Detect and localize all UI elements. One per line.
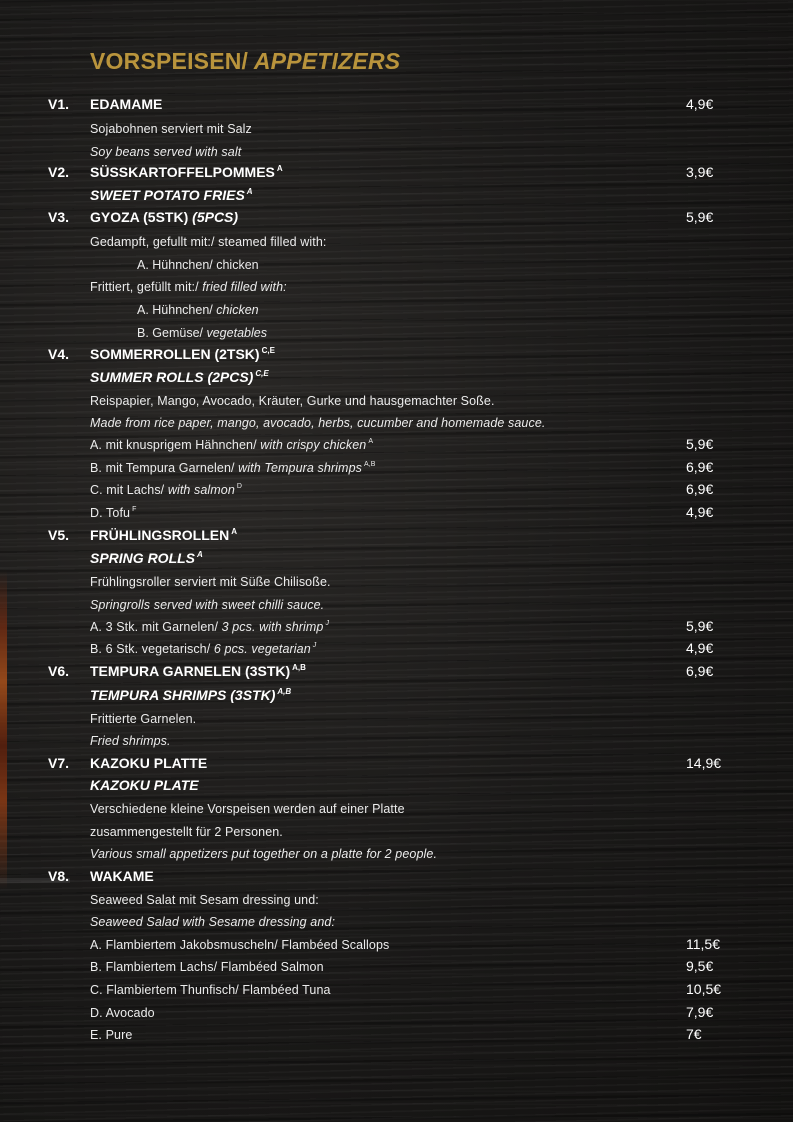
- description-text: Gedampft, gefullt mit:/ steamed filled with:: [90, 235, 327, 249]
- description-text: Seaweed Salat mit Sesam dressing und:: [90, 893, 319, 907]
- description-de: Frittiert, gefüllt mit:/: [90, 280, 203, 294]
- option-price: 6,9€: [686, 459, 714, 475]
- background-decoration: [0, 570, 7, 890]
- option-price: 11,5€: [686, 936, 720, 952]
- item-name: WAKAME: [90, 868, 154, 884]
- allergen-mark: A: [231, 527, 237, 536]
- option-de: B. 6 Stk. vegetarisch/: [90, 642, 214, 656]
- item-code: V5.: [48, 527, 70, 543]
- item-name: KAZOKU PLATTE: [90, 755, 208, 771]
- item-name-text: GYOZA (5STK): [90, 209, 189, 225]
- item-name: [90, 164, 283, 180]
- description-text: Various small appetizers put together on a platte for 2 people.: [90, 847, 438, 861]
- option-price: 4,9€: [686, 640, 714, 656]
- option-text: [90, 483, 242, 497]
- option-text: [90, 506, 136, 520]
- item-name: [90, 346, 275, 362]
- option-de: A. 3 Stk. mit Garnelen/: [90, 620, 222, 634]
- item-code: V7.: [48, 755, 70, 771]
- allergen-mark: A: [368, 438, 374, 445]
- item-name: [90, 527, 237, 543]
- option-price: 4,9€: [686, 504, 714, 520]
- allergen-mark: A,B: [363, 461, 376, 468]
- item-name: [90, 663, 306, 679]
- item-name: EDAMAME: [90, 96, 163, 112]
- title-de: VORSPEISEN/: [90, 48, 249, 74]
- option-text: D. Avocado: [90, 1006, 155, 1020]
- description-text: Made from rice paper, mango, avocado, herbs, cucumber and homemade sauce.: [90, 416, 546, 430]
- option-en: 3 pcs. with shrimp: [221, 620, 324, 634]
- description-en: fried filled with:: [202, 280, 287, 294]
- item-name-en: KAZOKU PLATE: [90, 777, 199, 793]
- option-price: 7€: [686, 1026, 702, 1042]
- option-en: vegetables: [206, 326, 267, 340]
- title-en: APPETIZERS: [248, 48, 401, 74]
- option-price: 5,9€: [686, 436, 714, 452]
- option-de: B. Gemüse/: [137, 326, 207, 340]
- allergen-mark: J: [325, 620, 330, 627]
- option-text: A. Hühnchen/ chicken: [137, 258, 259, 272]
- description-text: Sojabohnen serviert mit Salz: [90, 122, 252, 136]
- option-price: 9,5€: [686, 958, 714, 974]
- option-en: chicken: [216, 303, 259, 317]
- item-code: V2.: [48, 164, 70, 180]
- option-text: B. Flambiertem Lachs/ Flambéed Salmon: [90, 960, 324, 974]
- allergen-mark: A: [246, 187, 253, 196]
- option-en: with salmon: [167, 483, 235, 497]
- description-text: [90, 280, 287, 294]
- item-name-en-text: TEMPURA SHRIMPS (3STK): [90, 687, 276, 703]
- option-price: 6,9€: [686, 481, 714, 497]
- option-text: [90, 438, 373, 452]
- description-text: Fried shrimps.: [90, 734, 171, 748]
- option-de: D. Tofu: [90, 506, 131, 520]
- allergen-mark: J: [312, 642, 317, 649]
- option-en: 6 pcs. vegetarian: [213, 642, 311, 656]
- option-text: A. Flambiertem Jakobsmuscheln/ Flambéed Scallops: [90, 938, 390, 952]
- option-text: [137, 303, 259, 317]
- option-text: [90, 642, 316, 656]
- option-text: [137, 326, 267, 340]
- allergen-mark: F: [132, 506, 137, 513]
- allergen-mark: A,B: [292, 663, 306, 672]
- item-name: [90, 209, 238, 225]
- option-text: C. Flambiertem Thunfisch/ Flambéed Tuna: [90, 983, 331, 997]
- item-name-text: TEMPURA GARNELEN (3STK): [90, 663, 291, 679]
- description-text: Soy beans served with salt: [90, 145, 242, 159]
- item-name-en: [90, 687, 291, 703]
- item-code: V8.: [48, 868, 70, 884]
- item-price: 3,9€: [686, 164, 714, 180]
- item-name-en-text: (5PCS): [188, 209, 239, 225]
- description-text: zusammengestellt für 2 Personen.: [90, 825, 283, 839]
- option-text: [90, 461, 376, 475]
- allergen-mark: C,E: [255, 369, 269, 378]
- item-price: 4,9€: [686, 96, 714, 112]
- item-code: V4.: [48, 346, 70, 362]
- description-text: Frühlingsroller serviert mit Süße Chilisoße.: [90, 575, 331, 589]
- item-price: 5,9€: [686, 209, 714, 225]
- description-text: Seaweed Salad with Sesame dressing and:: [90, 915, 336, 929]
- option-en: with crispy chicken: [260, 438, 367, 452]
- allergen-mark: D: [236, 483, 243, 490]
- option-de: B. mit Tempura Garnelen/: [90, 461, 239, 475]
- option-de: A. mit knusprigem Hähnchen/: [90, 438, 261, 452]
- item-name-en-text: SWEET POTATO FRIES: [90, 187, 245, 203]
- allergen-mark: C,E: [261, 346, 275, 355]
- item-name-en-text: SUMMER ROLLS (2PCS): [90, 369, 254, 385]
- item-price: 6,9€: [686, 663, 714, 679]
- description-text: Verschiedene kleine Vorspeisen werden auf einer Platte: [90, 802, 405, 816]
- option-de: C. mit Lachs/: [90, 483, 168, 497]
- option-en: with Tempura shrimps: [238, 461, 362, 475]
- allergen-mark: A: [197, 550, 203, 559]
- item-name-text: FRÜHLINGSROLLEN: [90, 527, 230, 543]
- item-price: 14,9€: [686, 755, 722, 771]
- item-name-text: SÜSSKARTOFFELPOMMES: [90, 164, 275, 180]
- description-text: Frittierte Garnelen.: [90, 712, 197, 726]
- option-price: 7,9€: [686, 1004, 714, 1020]
- description-text: Reispapier, Mango, Avocado, Kräuter, Gurke und hausgemachter Soße.: [90, 394, 495, 408]
- item-name-text: SOMMERROLLEN (2TSK): [90, 346, 260, 362]
- item-code: V3.: [48, 209, 70, 225]
- option-de: A. Hühnchen/: [137, 303, 217, 317]
- allergen-mark: A: [276, 164, 283, 173]
- item-code: V6.: [48, 663, 70, 679]
- item-name-en: [90, 369, 269, 385]
- option-text: E. Pure: [90, 1028, 133, 1042]
- description-text: Springrolls served with sweet chilli sauce.: [90, 598, 325, 612]
- option-price: 5,9€: [686, 618, 714, 634]
- item-name-en: [90, 187, 253, 203]
- page-title: [90, 48, 400, 75]
- allergen-mark: A,B: [277, 687, 292, 696]
- item-name-en-text: SPRING ROLLS: [90, 550, 196, 566]
- option-price: 10,5€: [686, 981, 722, 997]
- option-text: [90, 620, 329, 634]
- item-code: V1.: [48, 96, 70, 112]
- item-name-en: [90, 550, 203, 566]
